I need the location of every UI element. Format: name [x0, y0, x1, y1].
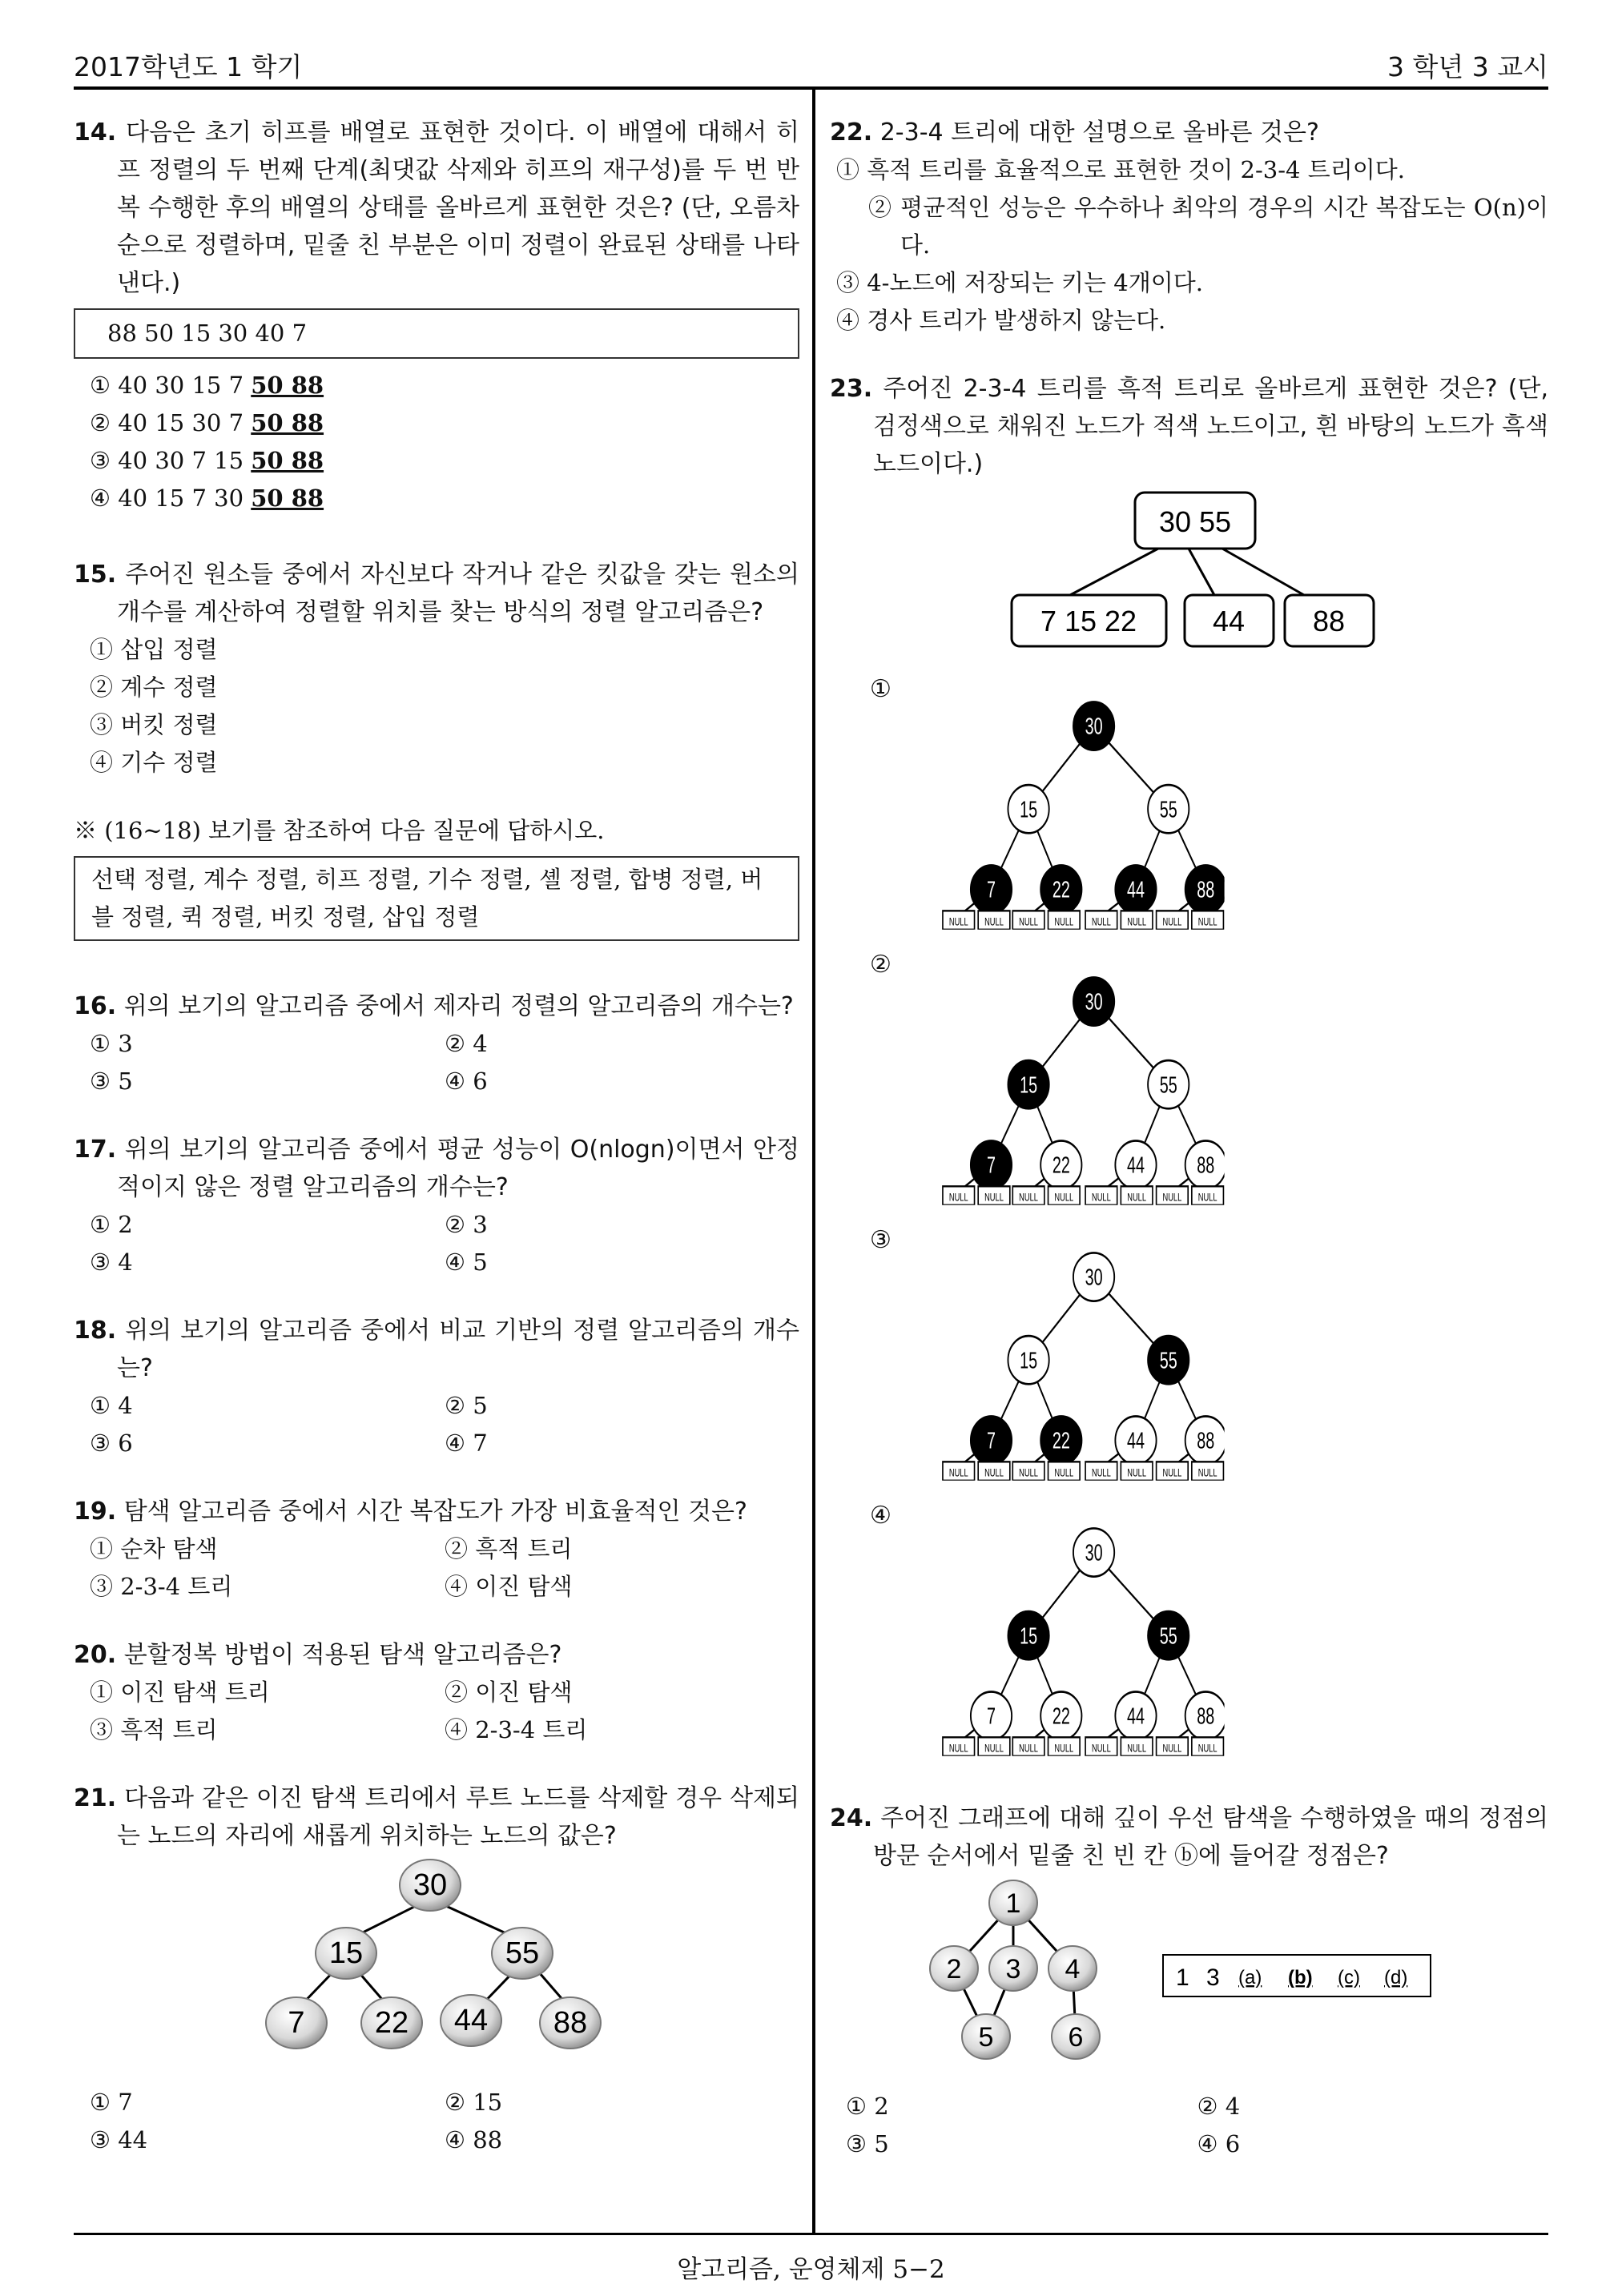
- null-leaf: [1012, 1462, 1044, 1480]
- svg-text:NULL: NULL: [1162, 917, 1182, 929]
- svg-text:22: 22: [374, 2006, 409, 2040]
- bst-node-rr: [540, 1997, 601, 2049]
- svg-text:30 55: 30 55: [1158, 505, 1232, 538]
- svg-text:(c): (c): [1338, 1967, 1360, 1988]
- svg-text:15: 15: [1020, 1623, 1038, 1650]
- option-3[interactable]: ③ 흑적 트리: [90, 1716, 218, 1743]
- rb-node: [971, 1416, 1012, 1464]
- svg-text:30: 30: [1085, 990, 1103, 1015]
- left-column: [74, 114, 799, 2159]
- option-label: ①: [870, 675, 891, 703]
- question-text: 2-3-4 트리에 대한 설명으로 올바른 것은?: [879, 119, 1319, 147]
- tree234-edges: [1070, 549, 1304, 595]
- null-leaf: [1048, 1462, 1081, 1480]
- question-number: 19.: [74, 1498, 117, 1526]
- option-3[interactable]: ③ 44: [90, 2126, 148, 2153]
- question-22: [830, 114, 1548, 340]
- graph-node-5: [962, 2014, 1010, 2059]
- rb-node: [1040, 865, 1081, 913]
- option-2[interactable]: ② 흑적 트리: [445, 1535, 573, 1562]
- question-number: 14.: [74, 119, 117, 147]
- rb-tree-diagram: [926, 675, 1225, 930]
- svg-text:88: 88: [553, 2006, 588, 2040]
- tree234-root-node: [1135, 493, 1255, 549]
- option-1[interactable]: ① 이진 탐색 트리: [90, 1679, 270, 1706]
- option-4[interactable]: ④ 2-3-4 트리: [445, 1716, 588, 1743]
- question-number: 21.: [74, 1784, 117, 1812]
- rb-tree-diagram: [926, 1226, 1225, 1481]
- option-2[interactable]: ② 계수 정렬: [90, 674, 218, 701]
- svg-text:NULL: NULL: [1092, 1743, 1111, 1755]
- null-leaf: [978, 911, 1010, 929]
- null-leaf: [1085, 1186, 1117, 1204]
- option-1[interactable]: ① 7: [90, 2089, 133, 2116]
- null-leaf: [943, 911, 975, 929]
- option-3[interactable]: ③ 5: [846, 2130, 889, 2157]
- svg-text:30: 30: [413, 1868, 448, 1902]
- rb-node: [1115, 865, 1156, 913]
- graph-diagram: [830, 1875, 1548, 2075]
- grade-period-label: 3 학년 3 교시: [1387, 51, 1548, 82]
- svg-text:NULL: NULL: [1127, 1192, 1147, 1204]
- option-3[interactable]: ③ 4: [90, 1249, 133, 1276]
- rb-node: [1185, 1691, 1225, 1739]
- svg-text:88: 88: [1312, 605, 1346, 637]
- option-2[interactable]: ② 평균적인 성능은 우수하나 최악의 경우의 시간 복잡도는 O(n)이다.: [868, 194, 1548, 259]
- null-leaf: [943, 1462, 975, 1480]
- question-number: 22.: [830, 119, 873, 147]
- svg-text:NULL: NULL: [984, 1743, 1004, 1755]
- svg-text:6: 6: [1068, 2022, 1084, 2053]
- option-4[interactable]: ④ 7: [445, 1429, 488, 1457]
- question-number: 16.: [74, 992, 117, 1020]
- page-header: [74, 46, 1548, 86]
- rb-option-3[interactable]: [830, 1221, 1548, 1497]
- rb-option-4[interactable]: [830, 1497, 1548, 1772]
- option-2[interactable]: ② 4: [1197, 2093, 1241, 2120]
- null-leaf: [1121, 1186, 1153, 1204]
- svg-text:22: 22: [1052, 878, 1070, 903]
- option-4[interactable]: ④ 5: [445, 1249, 488, 1276]
- question-15: [74, 556, 799, 782]
- rb-node: [971, 865, 1012, 913]
- rb-node: [1185, 1416, 1225, 1464]
- bst-node-root: [400, 1860, 461, 1911]
- svg-text:55: 55: [1159, 1348, 1177, 1374]
- svg-text:15: 15: [1020, 1348, 1038, 1374]
- right-column: [830, 114, 1548, 2163]
- question-20: [74, 1636, 799, 1749]
- question-text: 주어진 원소들 중에서 자신보다 작거나 같은 킷값을 갖는 원소의 개수를 계산하여 정렬할 위치를 찾는 방식의 정렬 알고리즘은?: [117, 561, 799, 626]
- null-leaf: [1048, 911, 1081, 929]
- rb-node: [1115, 1140, 1156, 1188]
- rb-node: [1008, 785, 1048, 833]
- question-number: 23.: [830, 375, 873, 403]
- rb-node: [1008, 1611, 1048, 1659]
- svg-text:(a): (a): [1238, 1967, 1262, 1988]
- svg-text:NULL: NULL: [948, 1743, 968, 1755]
- svg-text:7 15 22: 7 15 22: [1040, 605, 1137, 637]
- question-16: [74, 987, 799, 1100]
- svg-text:NULL: NULL: [1054, 1468, 1074, 1480]
- question-text: 탐색 알고리즘 중에서 시간 복잡도가 가장 비효율적인 것은?: [123, 1498, 747, 1526]
- reference-note: ※ (16∼18) 보기를 참조하여 다음 질문에 답하시오.: [74, 817, 605, 844]
- option-2[interactable]: ② 15: [445, 2089, 503, 2116]
- null-leaf: [978, 1737, 1010, 1755]
- option-label: ④: [870, 1502, 891, 1530]
- svg-text:NULL: NULL: [1054, 917, 1074, 929]
- question-text: 다음과 같은 이진 탐색 트리에서 루트 노드를 삭제할 경우 삭제되는 노드의 자리에 새롭게 위치하는 노드의 값은?: [117, 1784, 799, 1850]
- rb-tree-diagram: [926, 1502, 1225, 1756]
- svg-text:NULL: NULL: [1162, 1743, 1182, 1755]
- option-4[interactable]: ④ 이진 탐색: [445, 1573, 573, 1600]
- null-leaf: [943, 1737, 975, 1755]
- question-number: 18.: [74, 1317, 117, 1345]
- question-14: [74, 114, 799, 517]
- tree234-child-2: [1185, 595, 1274, 646]
- graph-node-6: [1052, 2014, 1100, 2059]
- bst-node-right: [492, 1928, 553, 1979]
- graph-node-3: [989, 1946, 1037, 1991]
- svg-text:NULL: NULL: [1019, 917, 1038, 929]
- option-4[interactable]: ④ 40 15 7 30 50 88: [90, 485, 324, 512]
- question-number: 24.: [830, 1804, 873, 1832]
- svg-text:55: 55: [1159, 1072, 1177, 1099]
- svg-text:NULL: NULL: [1092, 1192, 1111, 1204]
- rb-option-2[interactable]: [830, 946, 1548, 1221]
- null-leaf: [1085, 1462, 1117, 1480]
- svg-text:NULL: NULL: [1092, 1468, 1111, 1480]
- svg-text:5: 5: [978, 2022, 994, 2053]
- question-text: 분할정복 방법이 적용된 탐색 알고리즘은?: [123, 1641, 562, 1669]
- option-1[interactable]: ① 순차 탐색: [90, 1535, 218, 1562]
- svg-text:NULL: NULL: [948, 1468, 968, 1480]
- option-4[interactable]: ④ 88: [445, 2126, 503, 2153]
- option-label: ②: [870, 951, 891, 979]
- svg-text:55: 55: [1159, 797, 1177, 823]
- null-leaf: [1121, 1462, 1153, 1480]
- graph-node-2: [930, 1946, 978, 1991]
- option-3[interactable]: ③ 5: [90, 1068, 133, 1095]
- bst-node-rl: [441, 1995, 501, 2046]
- null-leaf: [1157, 1737, 1189, 1755]
- heap-array-box: 88 50 15 30 40 7: [74, 308, 799, 359]
- svg-text:NULL: NULL: [1054, 1192, 1074, 1204]
- option-4[interactable]: ④ 경사 트리가 발생하지 않는다.: [836, 307, 1166, 334]
- rb-node: [1185, 1140, 1225, 1188]
- svg-text:3: 3: [1206, 1964, 1220, 1991]
- svg-text:NULL: NULL: [1197, 1468, 1218, 1480]
- option-2[interactable]: ② 40 15 30 7 50 88: [90, 409, 324, 436]
- rb-node: [1148, 1060, 1189, 1108]
- column-divider: [812, 90, 815, 2233]
- rb-node: [1185, 865, 1225, 913]
- null-leaf: [1048, 1737, 1081, 1755]
- option-1[interactable]: ① 2: [90, 1211, 133, 1238]
- option-3[interactable]: ③ 6: [90, 1429, 133, 1457]
- null-leaf: [1192, 911, 1224, 929]
- svg-text:88: 88: [1197, 1429, 1215, 1454]
- svg-text:(b): (b): [1288, 1967, 1313, 1988]
- null-leaf: [1192, 1462, 1224, 1480]
- svg-text:7: 7: [987, 1704, 996, 1730]
- svg-text:(d): (d): [1384, 1967, 1408, 1988]
- svg-text:55: 55: [505, 1936, 540, 1970]
- null-leaf: [1157, 1186, 1189, 1204]
- svg-text:NULL: NULL: [1019, 1743, 1038, 1755]
- visit-sequence-box: [1163, 1955, 1431, 1996]
- null-leaf: [1085, 911, 1117, 929]
- svg-text:15: 15: [1020, 797, 1038, 823]
- question-18: [74, 1312, 799, 1462]
- question-21: [74, 1779, 799, 2159]
- option-2[interactable]: ② 이진 탐색: [445, 1679, 573, 1706]
- bottom-rule: [74, 2233, 1548, 2235]
- null-leaf: [1192, 1737, 1224, 1755]
- option-2[interactable]: ② 3: [445, 1211, 488, 1238]
- svg-text:44: 44: [1126, 878, 1145, 903]
- rb-tree-options: [830, 670, 1548, 1775]
- svg-text:NULL: NULL: [984, 917, 1004, 929]
- svg-text:NULL: NULL: [1162, 1468, 1182, 1480]
- question-17: [74, 1131, 799, 1281]
- svg-text:44: 44: [1126, 1704, 1145, 1730]
- null-leaf: [1157, 911, 1189, 929]
- svg-text:NULL: NULL: [1127, 1743, 1147, 1755]
- svg-text:30: 30: [1085, 714, 1103, 740]
- svg-text:NULL: NULL: [948, 1192, 968, 1204]
- svg-text:88: 88: [1197, 1153, 1215, 1179]
- rb-node: [1148, 785, 1189, 833]
- two-three-four-tree: [830, 483, 1548, 667]
- svg-text:30: 30: [1085, 1541, 1103, 1566]
- svg-text:NULL: NULL: [1127, 1468, 1147, 1480]
- rb-node: [1040, 1691, 1081, 1739]
- option-1[interactable]: ① 흑적 트리를 효율적으로 표현한 것이 2-3-4 트리이다.: [836, 156, 1405, 183]
- null-leaf: [1192, 1186, 1224, 1204]
- option-1[interactable]: ① 삽입 정렬: [90, 636, 218, 663]
- rb-node: [1008, 1060, 1048, 1108]
- tree234-child-3: [1285, 595, 1374, 646]
- svg-text:NULL: NULL: [1197, 1192, 1218, 1204]
- svg-text:7: 7: [987, 1429, 996, 1454]
- bst-node-lr: [361, 1997, 422, 2049]
- svg-text:15: 15: [328, 1936, 364, 1970]
- option-1[interactable]: ① 2: [846, 2093, 889, 2120]
- rb-node: [1148, 1336, 1189, 1384]
- null-leaf: [1012, 1186, 1044, 1204]
- tree234-child-1: [1012, 595, 1166, 646]
- svg-text:44: 44: [453, 2004, 489, 2037]
- option-1[interactable]: ① 3: [90, 1030, 133, 1057]
- option-2[interactable]: ② 4: [445, 1030, 488, 1057]
- rb-node: [1040, 1416, 1081, 1464]
- null-leaf: [978, 1462, 1010, 1480]
- svg-text:44: 44: [1126, 1429, 1145, 1454]
- svg-text:NULL: NULL: [1197, 917, 1218, 929]
- svg-text:88: 88: [1197, 1704, 1215, 1730]
- null-leaf: [1085, 1737, 1117, 1755]
- svg-text:88: 88: [1197, 878, 1215, 903]
- svg-text:7: 7: [987, 878, 996, 903]
- svg-text:15: 15: [1020, 1072, 1038, 1099]
- svg-text:44: 44: [1212, 605, 1246, 637]
- question-text: 위의 보기의 알고리즘 중에서 평균 성능이 O(nlogn)이면서 안정적이지 않은 정렬 알고리즘의 개수는?: [117, 1136, 799, 1201]
- bst-node-ll: [266, 1997, 327, 2049]
- svg-text:NULL: NULL: [984, 1192, 1004, 1204]
- svg-text:NULL: NULL: [948, 917, 968, 929]
- rb-node: [1040, 1140, 1081, 1188]
- reference-box: 선택 정렬, 계수 정렬, 히프 정렬, 기수 정렬, 셸 정렬, 합병 정렬, 버블 정렬, 퀵 정렬, 버킷 정렬, 삽입 정렬: [74, 856, 799, 941]
- svg-text:NULL: NULL: [1019, 1192, 1038, 1204]
- svg-text:4: 4: [1065, 1954, 1081, 1984]
- svg-text:NULL: NULL: [1019, 1468, 1038, 1480]
- null-leaf: [1121, 911, 1153, 929]
- option-3[interactable]: ③ 4-노드에 저장되는 키는 4개이다.: [836, 269, 1203, 296]
- svg-text:1: 1: [1176, 1964, 1189, 1991]
- bst-node-left: [316, 1928, 376, 1979]
- page-footer: 알고리즘, 운영체제 5−2: [677, 2255, 945, 2284]
- rb-node: [1115, 1691, 1156, 1739]
- svg-text:NULL: NULL: [984, 1468, 1004, 1480]
- svg-text:NULL: NULL: [1197, 1743, 1218, 1755]
- null-leaf: [1048, 1186, 1081, 1204]
- option-3[interactable]: ③ 40 30 7 15 50 88: [90, 447, 324, 474]
- rb-option-1[interactable]: [830, 670, 1548, 946]
- question-text: 위의 보기의 알고리즘 중에서 비교 기반의 정렬 알고리즘의 개수는?: [117, 1317, 799, 1382]
- question-text: 주어진 그래프에 대해 깊이 우선 탐색을 수행하였을 때의 정점의 방문 순서에서 밑줄 친 빈 칸 ⓑ에 들어갈 정점은?: [873, 1804, 1548, 1870]
- null-leaf: [1121, 1737, 1153, 1755]
- null-leaf: [1157, 1462, 1189, 1480]
- svg-text:30: 30: [1085, 1265, 1103, 1291]
- semester-label: 2017학년도 1 학기: [74, 51, 303, 82]
- rb-tree-diagram: [926, 951, 1225, 1205]
- null-leaf: [1012, 1737, 1044, 1755]
- null-leaf: [943, 1186, 975, 1204]
- option-3[interactable]: ③ 2-3-4 트리: [90, 1573, 233, 1600]
- svg-text:NULL: NULL: [1162, 1192, 1182, 1204]
- option-4[interactable]: ④ 기수 정렬: [90, 749, 218, 776]
- question-number: 17.: [74, 1136, 117, 1164]
- svg-text:NULL: NULL: [1092, 917, 1111, 929]
- svg-text:NULL: NULL: [1054, 1743, 1074, 1755]
- svg-text:2: 2: [946, 1954, 962, 1984]
- question-number: 20.: [74, 1641, 117, 1669]
- question-23: [830, 370, 1548, 1775]
- rb-node: [1073, 1528, 1114, 1576]
- rb-node: [1073, 702, 1114, 750]
- option-label: ③: [870, 1226, 891, 1254]
- rb-node: [971, 1140, 1012, 1188]
- rb-node: [971, 1691, 1012, 1739]
- svg-text:NULL: NULL: [1127, 917, 1147, 929]
- graph-node-4: [1048, 1946, 1097, 1991]
- question-text: 주어진 2-3-4 트리를 흑적 트리로 올바르게 표현한 것은? (단, 검정색으로 채워진 노드가 적색 노드이고, 흰 바탕의 노드가 흑색 노드이다.): [873, 375, 1548, 478]
- question-text: 다음은 초기 히프를 배열로 표현한 것이다. 이 배열에 대해서 히프 정렬의 두 번째 단계(최댓값 삭제와 히프의 재구성)를 두 번 반복 수행한 후의 배열의 상태를 올바르게 표현한 것은? (단, 오름차순으로 정렬하며, 밑줄 친 부분은 이미 정렬이 완료된 상태를 나타낸다.): [117, 119, 799, 297]
- question-19: [74, 1493, 799, 1606]
- option-3[interactable]: ③ 버킷 정렬: [90, 711, 218, 738]
- rb-node: [1008, 1336, 1048, 1384]
- svg-text:3: 3: [1005, 1954, 1021, 1984]
- option-1[interactable]: ① 4: [90, 1392, 133, 1419]
- option-4[interactable]: ④ 6: [1197, 2130, 1241, 2157]
- svg-text:22: 22: [1052, 1153, 1070, 1179]
- question-number: 15.: [74, 561, 117, 589]
- option-4[interactable]: ④ 6: [445, 1068, 488, 1095]
- svg-text:22: 22: [1052, 1429, 1070, 1454]
- question-24: [830, 1799, 1548, 2163]
- svg-text:1: 1: [1005, 1888, 1021, 1919]
- svg-text:22: 22: [1052, 1704, 1070, 1730]
- option-2[interactable]: ② 5: [445, 1392, 488, 1419]
- rb-node: [1073, 1253, 1114, 1301]
- option-1[interactable]: ① 40 30 15 7 50 88: [90, 372, 324, 399]
- rb-node: [1115, 1416, 1156, 1464]
- svg-text:55: 55: [1159, 1623, 1177, 1650]
- graph-node-1: [989, 1880, 1037, 1925]
- svg-text:44: 44: [1126, 1153, 1145, 1179]
- svg-text:7: 7: [288, 2006, 305, 2040]
- question-text: 위의 보기의 알고리즘 중에서 제자리 정렬의 알고리즘의 개수는?: [123, 992, 794, 1020]
- svg-text:7: 7: [987, 1153, 996, 1179]
- null-leaf: [1012, 911, 1044, 929]
- rb-node: [1148, 1611, 1189, 1659]
- bst-diagram: [74, 1855, 799, 2063]
- null-leaf: [978, 1186, 1010, 1204]
- rb-node: [1073, 977, 1114, 1025]
- top-rule: [74, 86, 1548, 90]
